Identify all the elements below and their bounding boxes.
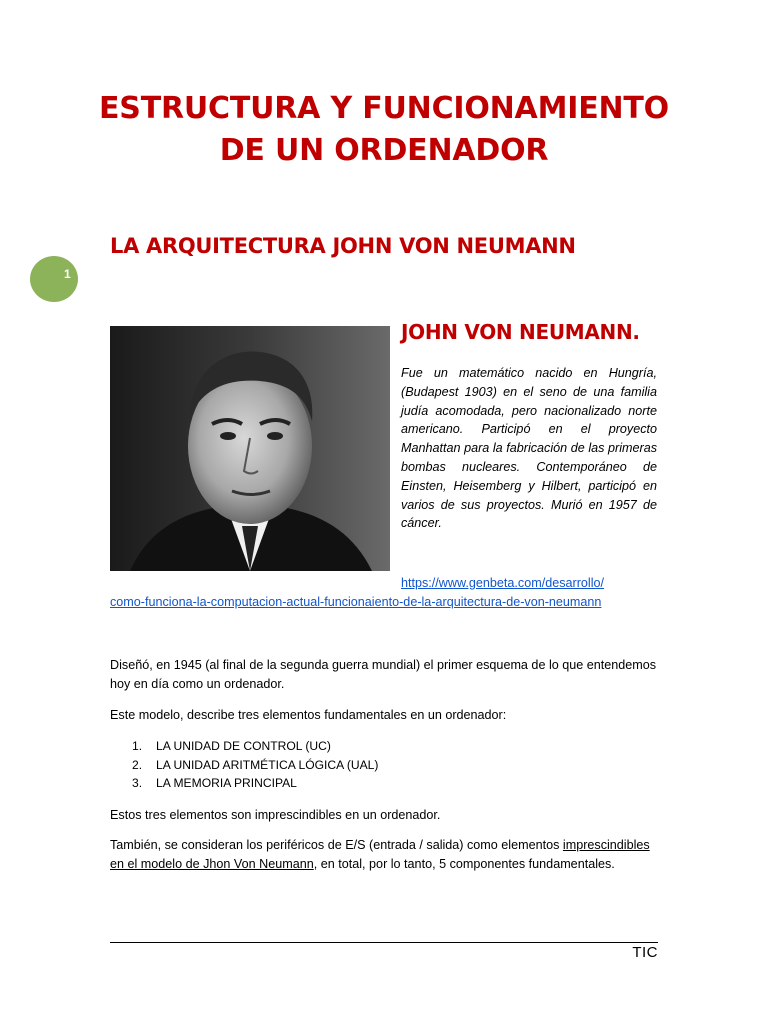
- list-item-text: LA UNIDAD DE CONTROL (UC): [156, 739, 331, 753]
- list-item: [110, 737, 378, 756]
- footer-label: TIC: [632, 944, 658, 961]
- source-link-line-1[interactable]: https://www.genbeta.com/desarrollo/: [401, 576, 605, 590]
- footer-rule: [110, 942, 658, 943]
- title-line-2: DE UN ORDENADOR: [219, 133, 549, 168]
- list-item-text: LA MEMORIA PRINCIPAL: [156, 776, 297, 791]
- paragraph-model-intro: Este modelo, describe tres elementos fundamentales en un ordenador:: [110, 708, 507, 722]
- peripherals-text-part-1: También, se consideran los periféricos de E/S (entrada / salida) como elementos: [110, 838, 563, 852]
- list-item-number: 1.: [132, 739, 143, 753]
- source-link-line-2[interactable]: como-funciona-la-computacion-actual-funcionaiento-de-la-arquitectura-de-von-neumann: [110, 595, 602, 609]
- paragraph-essential: Estos tres elementos son imprescindibles en un ordenador.: [110, 808, 441, 822]
- bio-text: Fue un matemático nacido en Hungría, (Budapest 1903) en el seno de una familia judía acomodada, pero nacionalizado norte americano. Participó en el proyecto Manhattan para la fabricación de las primeras bombas nucleares. Contemporáneo de Einsten, Heisemberg y Hilbert, participó en varios de sus proyectos. Murió en 1957 de cáncer.: [401, 366, 657, 531]
- section-heading: LA ARQUITECTURA JOHN VON NEUMANN: [110, 234, 576, 258]
- peripherals-text-part-2: , en total, por lo tanto, 5 componentes fundamentales.: [313, 857, 615, 871]
- paragraph-peripherals: [110, 836, 660, 874]
- portrait-photo: [110, 326, 390, 571]
- page-number-badge: [30, 256, 78, 302]
- list-item-number: 2.: [132, 757, 143, 772]
- bio-heading: JOHN VON NEUMANN.: [401, 320, 640, 344]
- page-number: 1: [64, 267, 71, 281]
- title-line-1: ESTRUCTURA Y FUNCIONAMIENTO: [99, 91, 669, 126]
- document-title: [60, 88, 708, 172]
- paragraph-design-1945: Diseñó, en 1945 (al final de la segunda guerra mundial) el primer esquema de lo que entendemos hoy en día como un ordenador.: [110, 658, 657, 691]
- peripherals-text-underlined: imprescindibles en el modelo de Jhon Von Neumann: [110, 838, 650, 871]
- elements-list: [110, 737, 378, 793]
- list-item-number: 3.: [132, 776, 143, 791]
- list-item: [110, 756, 378, 775]
- list-item-text: LA UNIDAD ARITMÉTICA LÓGICA (UAL): [156, 757, 379, 772]
- list-item: [110, 774, 378, 793]
